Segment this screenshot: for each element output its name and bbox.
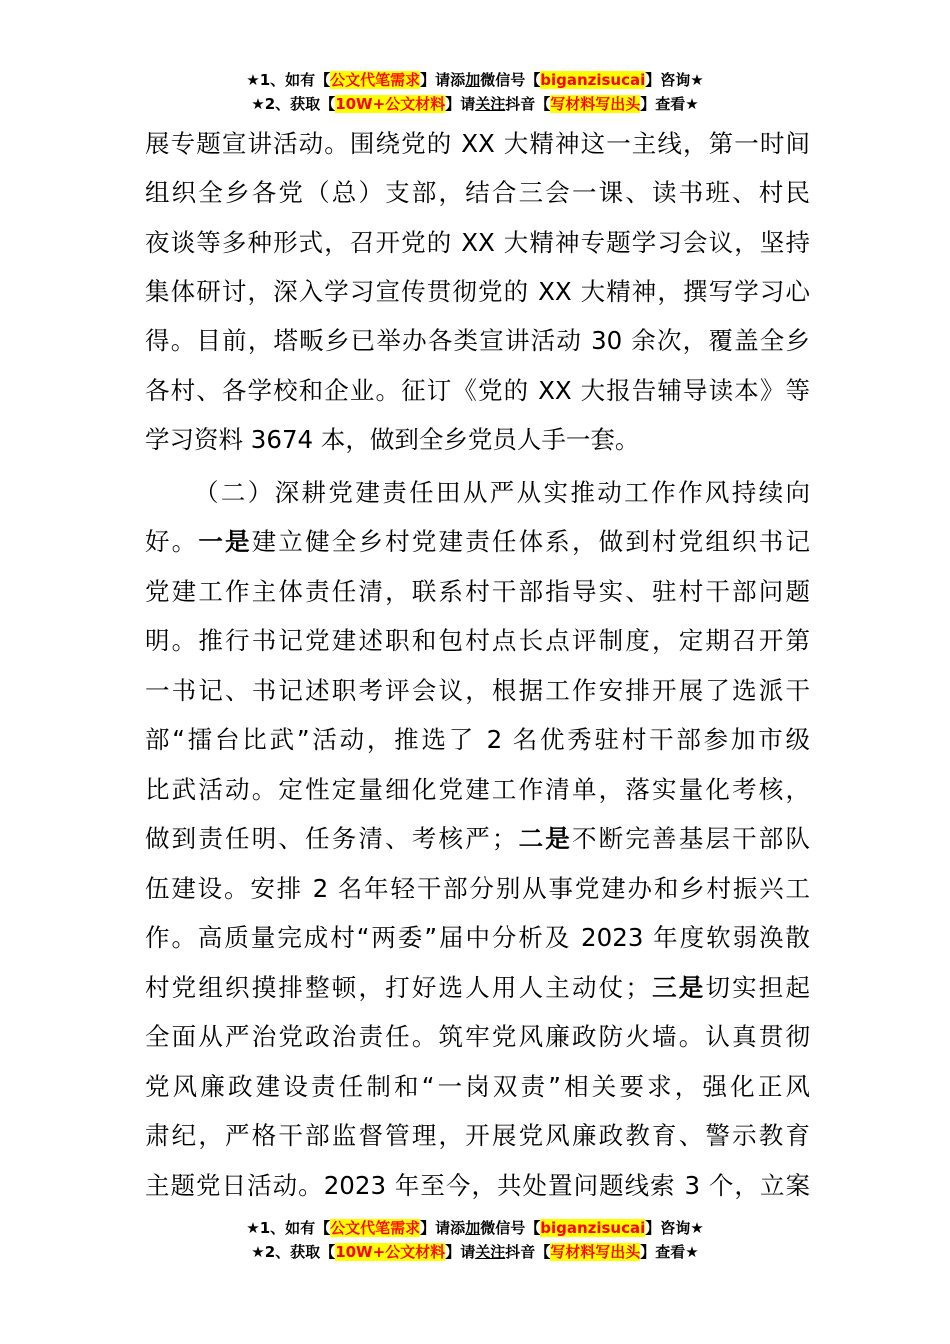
promo-line-1 [0,68,950,92]
promo-line-2 [0,92,950,116]
promo-emphasis: 加 [465,71,481,89]
body-line: 一书记、书记述职考评会议，根据工作安排开展了选派干 [145,676,810,705]
body-line: 全面从严治党政治责任。筑牢党风廉政防火墙。认真贯彻 [145,1022,810,1051]
body-line: 集体研讨，深入学习宣传贯彻党的 XX 大精神，撰写学习心 [145,277,810,306]
promo-text: ★1、如有【 [246,1219,331,1237]
point-label: 二是 [516,824,572,853]
body-line: 做到责任明、任务清、考核严；二是不断完善基层干部队 [145,824,810,853]
promo-text: 】请添 [420,71,466,89]
body-line: 党建工作主体责任清，联系村干部指导实、驻村干部问题 [145,577,810,606]
body-line: 展专题宣讲活动。围绕党的 XX 大精神这一主线，第一时间 [145,129,810,158]
body-line: 学习资料 3674 本，做到全乡党员人手一套。 [145,425,640,454]
body-line: 作。高质量完成村“两委”届中分析及 2023 年度软弱涣散 [145,923,810,952]
body-line: 肃纪，严格干部监督管理，开展党风廉政教育、警示教育 [145,1121,810,1150]
footer-promo-banner [0,1216,950,1264]
promo-highlight: 公文代笔需求 [330,1219,421,1237]
body-line: 夜谈等多种形式，召开党的 XX 大精神专题学习会议，坚持 [145,228,810,257]
body-line: 好。一是建立健全乡村党建责任体系，做到村党组织书记 [145,527,810,556]
promo-text: 】查看★ [640,1243,699,1261]
promo-text: ★2、获取【 [251,95,336,113]
promo-highlight: 写材料写出头 [550,95,641,113]
promo-emphasis: 关注 [475,95,506,113]
promo-text: 】查看★ [640,95,699,113]
promo-text: ★2、获取【 [251,1243,336,1261]
body-line: 明。推行书记党建述职和包村点长点评制度，定期召开第 [145,626,810,655]
body-line: 得。目前，塔畈乡已举办各类宣讲活动 30 余次，覆盖全乡 [145,326,810,355]
promo-text: 】咨询★ [645,71,704,89]
promo-line-1 [0,1216,950,1240]
body-line: 组织全乡各党（总）支部，结合三会一课、读书班、村民 [145,178,810,207]
promo-text: 抖音【 [505,95,551,113]
promo-emphasis: 关注 [475,1243,506,1261]
promo-text: 】请 [445,95,476,113]
body-line: 党风廉政建设责任制和“一岗双责”相关要求，强化正风 [145,1072,810,1101]
promo-text: ★1、如有【 [246,71,331,89]
body-line: 部“擂台比武”活动，推选了 2 名优秀驻村干部参加市级 [145,725,810,754]
promo-highlight: 10W+公文材料 [335,95,446,113]
body-line: 各村、各学校和企业。征订《党的 XX 大报告辅导读本》等 [145,376,810,405]
point-label: 一是 [198,527,252,556]
promo-line-2 [0,1240,950,1264]
promo-text: 】请添 [420,1219,466,1237]
point-label: 三是 [649,973,706,1002]
body-line: 比武活动。定性定量细化党建工作清单，落实量化考核， [145,775,810,804]
promo-text: 微信号【 [480,1219,541,1237]
section-heading: （二）深耕党建责任田从严从实推动工作作风持续向 [194,478,810,507]
promo-highlight: 10W+公文材料 [335,1243,446,1261]
body-line: 村党组织摸排整顿，打好选人用人主动仗；三是切实担起 [145,973,810,1002]
promo-highlight: biganzisucai [540,71,646,89]
body-line: 伍建设。安排 2 名年轻干部分别从事党建办和乡村振兴工 [145,874,810,903]
promo-highlight: biganzisucai [540,1219,646,1237]
promo-highlight: 写材料写出头 [550,1243,641,1261]
body-line: 主题党日活动。2023 年至今，共处置问题线索 3 个，立案 [145,1171,810,1200]
promo-highlight: 公文代笔需求 [330,71,421,89]
promo-text: 抖音【 [505,1243,551,1261]
promo-text: 】咨询★ [645,1219,704,1237]
promo-text: 微信号【 [480,71,541,89]
promo-emphasis: 加 [465,1219,481,1237]
header-promo-banner [0,68,950,116]
promo-text: 】请 [445,1243,476,1261]
